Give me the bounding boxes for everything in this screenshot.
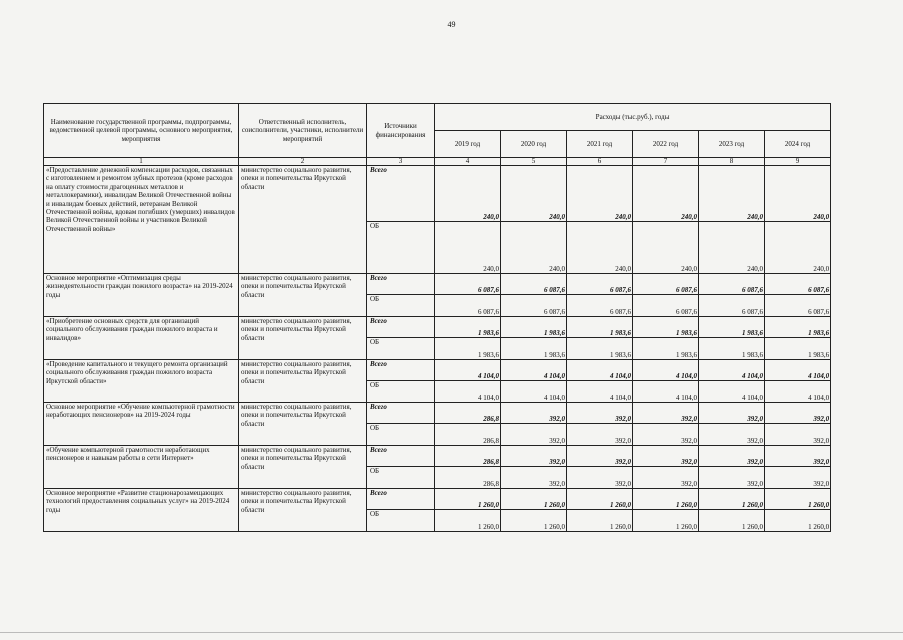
ob-value: 6 087,6 — [765, 295, 831, 317]
ob-value: 1 983,6 — [699, 338, 765, 360]
total-value: 6 087,6 — [633, 274, 699, 295]
executor: министерство социального развития, опеки и попечительства Иркутской области — [239, 360, 367, 403]
total-value: 1 983,6 — [699, 317, 765, 338]
ob-value: 392,0 — [633, 424, 699, 446]
source-ob-label: ОБ — [367, 381, 435, 403]
ob-value: 392,0 — [765, 424, 831, 446]
source-ob-label: ОБ — [367, 222, 435, 274]
ob-value: 4 104,0 — [501, 381, 567, 403]
total-value: 4 104,0 — [435, 360, 501, 381]
ob-value: 286,8 — [435, 467, 501, 489]
activity-name: Основное мероприятие «Оптимизация среды жизнедеятельности граждан пожилого возраста» на 2019-2024 годы — [44, 274, 239, 317]
total-value: 286,8 — [435, 403, 501, 424]
total-value: 240,0 — [567, 166, 633, 222]
ob-value: 392,0 — [633, 467, 699, 489]
column-number: 6 — [567, 158, 633, 166]
activity-name: «Приобретение основных средств для организаций социального обслуживания граждан пожилого возраста и инвалидов» — [44, 317, 239, 360]
budget-table-wrapper — [43, 103, 831, 532]
column-number: 4 — [435, 158, 501, 166]
ob-value: 392,0 — [567, 467, 633, 489]
header-executor: Ответственный исполнитель, соисполнители, участники, исполнители мероприятий — [239, 104, 367, 158]
total-value: 6 087,6 — [567, 274, 633, 295]
source-ob-label: ОБ — [367, 295, 435, 317]
header-year: 2020 год — [501, 131, 567, 158]
ob-value: 1 260,0 — [435, 510, 501, 532]
total-value: 6 087,6 — [699, 274, 765, 295]
total-value: 1 983,6 — [567, 317, 633, 338]
source-total-label: Всего — [367, 489, 435, 510]
total-value: 240,0 — [435, 166, 501, 222]
ob-value: 1 260,0 — [501, 510, 567, 532]
ob-value: 286,8 — [435, 424, 501, 446]
total-value: 1 260,0 — [501, 489, 567, 510]
executor: министерство социального развития, опеки и попечительства Иркутской области — [239, 317, 367, 360]
column-number: 1 — [44, 158, 239, 166]
ob-value: 392,0 — [501, 424, 567, 446]
source-total-label: Всего — [367, 166, 435, 222]
total-value: 392,0 — [633, 446, 699, 467]
ob-value: 6 087,6 — [633, 295, 699, 317]
ob-value: 392,0 — [567, 424, 633, 446]
total-value: 6 087,6 — [435, 274, 501, 295]
source-ob-label: ОБ — [367, 467, 435, 489]
table-row — [44, 403, 831, 424]
source-total-label: Всего — [367, 317, 435, 338]
ob-value: 240,0 — [435, 222, 501, 274]
executor: министерство социального развития, опеки и попечительства Иркутской области — [239, 489, 367, 532]
budget-table — [43, 103, 831, 532]
source-total-label: Всего — [367, 446, 435, 467]
ob-value: 1 983,6 — [765, 338, 831, 360]
activity-name: «Предоставление денежной компенсации расходов, связанных с изготовлением и ремонтом зубных протезов (кроме расходов на оплату стоимости драгоценных металлов и металлокерамики), инвалидам Великой Отечественной войны и инвалидам боевых действий, ветеранам Великой Отечественной войны, вдовам погибших (умерших) инвалидов Великой Отечественной войны и участников Великой Отечественной войны» — [44, 166, 239, 274]
table-row — [44, 166, 831, 222]
executor: министерство социального развития, опеки и попечительства Иркутской области — [239, 166, 367, 274]
activity-name: «Обучение компьютерной грамотности неработающих пенсионеров и навыкам работы в сети Интернет» — [44, 446, 239, 489]
total-value: 4 104,0 — [501, 360, 567, 381]
total-value: 1 260,0 — [633, 489, 699, 510]
activity-name: Основное мероприятие «Обучение компьютерной грамотности неработающих пенсионеров» на 2019-2024 годы — [44, 403, 239, 446]
total-value: 4 104,0 — [699, 360, 765, 381]
total-value: 392,0 — [699, 403, 765, 424]
total-value: 286,8 — [435, 446, 501, 467]
total-value: 240,0 — [765, 166, 831, 222]
total-value: 6 087,6 — [765, 274, 831, 295]
source-ob-label: ОБ — [367, 510, 435, 532]
column-number: 7 — [633, 158, 699, 166]
total-value: 392,0 — [567, 446, 633, 467]
table-row — [44, 489, 831, 510]
ob-value: 392,0 — [765, 467, 831, 489]
ob-value: 1 260,0 — [765, 510, 831, 532]
ob-value: 1 983,6 — [633, 338, 699, 360]
total-value: 1 983,6 — [435, 317, 501, 338]
table-row — [44, 317, 831, 338]
total-value: 392,0 — [633, 403, 699, 424]
ob-value: 392,0 — [501, 467, 567, 489]
ob-value: 4 104,0 — [435, 381, 501, 403]
table-row — [44, 360, 831, 381]
ob-value: 6 087,6 — [501, 295, 567, 317]
table-row — [44, 274, 831, 295]
header-year: 2022 год — [633, 131, 699, 158]
total-value: 240,0 — [633, 166, 699, 222]
total-value: 240,0 — [501, 166, 567, 222]
activity-name: «Проведение капитального и текущего ремонта организаций социального обслуживания граждан пожилого возраста Иркутской области» — [44, 360, 239, 403]
ob-value: 1 260,0 — [633, 510, 699, 532]
column-number: 3 — [367, 158, 435, 166]
total-value: 1 260,0 — [765, 489, 831, 510]
source-total-label: Всего — [367, 360, 435, 381]
scan-edge-line — [0, 632, 903, 633]
header-expenses: Расходы (тыс.руб.), годы — [435, 104, 831, 131]
total-value: 1 260,0 — [567, 489, 633, 510]
ob-value: 240,0 — [501, 222, 567, 274]
ob-value: 6 087,6 — [699, 295, 765, 317]
total-value: 392,0 — [765, 446, 831, 467]
total-value: 1 983,6 — [633, 317, 699, 338]
ob-value: 4 104,0 — [699, 381, 765, 403]
ob-value: 1 983,6 — [501, 338, 567, 360]
total-value: 240,0 — [699, 166, 765, 222]
total-value: 6 087,6 — [501, 274, 567, 295]
executor: министерство социального развития, опеки и попечительства Иркутской области — [239, 274, 367, 317]
column-number: 2 — [239, 158, 367, 166]
total-value: 392,0 — [765, 403, 831, 424]
source-ob-label: ОБ — [367, 338, 435, 360]
source-ob-label: ОБ — [367, 424, 435, 446]
ob-value: 240,0 — [567, 222, 633, 274]
page-number: 49 — [447, 20, 456, 29]
source-total-label: Всего — [367, 403, 435, 424]
executor: министерство социального развития, опеки и попечительства Иркутской области — [239, 403, 367, 446]
total-value: 1 983,6 — [765, 317, 831, 338]
source-total-label: Всего — [367, 274, 435, 295]
header-sources: Источники финансирования — [367, 104, 435, 158]
ob-value: 1 983,6 — [567, 338, 633, 360]
column-number: 8 — [699, 158, 765, 166]
ob-value: 240,0 — [699, 222, 765, 274]
ob-value: 4 104,0 — [633, 381, 699, 403]
ob-value: 240,0 — [633, 222, 699, 274]
header-year: 2023 год — [699, 131, 765, 158]
total-value: 392,0 — [699, 446, 765, 467]
total-value: 1 983,6 — [501, 317, 567, 338]
ob-value: 1 983,6 — [435, 338, 501, 360]
ob-value: 1 260,0 — [567, 510, 633, 532]
ob-value: 1 260,0 — [699, 510, 765, 532]
total-value: 1 260,0 — [699, 489, 765, 510]
total-value: 392,0 — [567, 403, 633, 424]
header-year: 2019 год — [435, 131, 501, 158]
total-value: 1 260,0 — [435, 489, 501, 510]
ob-value: 4 104,0 — [765, 381, 831, 403]
executor: министерство социального развития, опеки и попечительства Иркутской области — [239, 446, 367, 489]
total-value: 4 104,0 — [633, 360, 699, 381]
table-row — [44, 446, 831, 467]
ob-value: 392,0 — [699, 467, 765, 489]
total-value: 4 104,0 — [567, 360, 633, 381]
ob-value: 392,0 — [699, 424, 765, 446]
header-name: Наименование государственной программы, подпрограммы, ведомственной целевой программы, основного мероприятия, мероприятия — [44, 104, 239, 158]
ob-value: 6 087,6 — [435, 295, 501, 317]
ob-value: 240,0 — [765, 222, 831, 274]
header-year: 2021 год — [567, 131, 633, 158]
total-value: 4 104,0 — [765, 360, 831, 381]
column-number: 9 — [765, 158, 831, 166]
header-year: 2024 год — [765, 131, 831, 158]
total-value: 392,0 — [501, 403, 567, 424]
activity-name: Основное мероприятие «Развитие стационарозамещающих технологий предоставления социальных услуг» на 2019-2024 годы — [44, 489, 239, 532]
column-number: 5 — [501, 158, 567, 166]
ob-value: 4 104,0 — [567, 381, 633, 403]
ob-value: 6 087,6 — [567, 295, 633, 317]
total-value: 392,0 — [501, 446, 567, 467]
